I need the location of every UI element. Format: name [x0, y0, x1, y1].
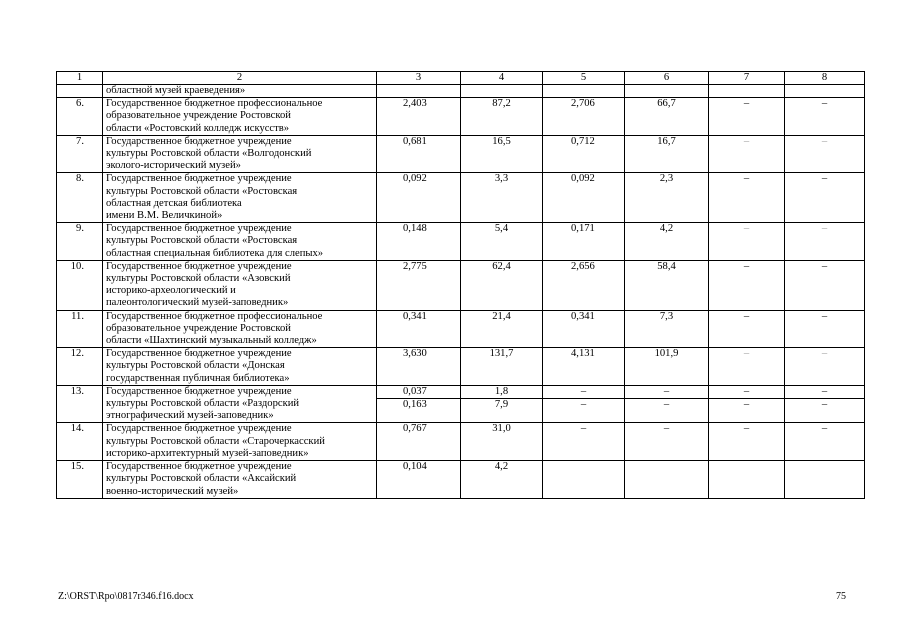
institution-name-line: культуры Ростовской области «Аксайский — [106, 473, 297, 485]
row-index: 9. — [57, 223, 103, 261]
institution-name-line: областная детская библиотека — [106, 197, 242, 209]
continuation-row — [57, 85, 865, 98]
table-row — [57, 223, 865, 261]
institution-name — [103, 260, 377, 310]
sub-value: 7,9 — [494, 399, 509, 411]
value-col5: 2,706 — [543, 98, 625, 136]
institution-name-line: Государственное бюджетное учреждение — [106, 461, 292, 473]
value-col7: – — [709, 135, 785, 173]
column-number: 5 — [543, 72, 625, 85]
value-c8 — [785, 385, 865, 423]
sub-value: – — [663, 399, 670, 411]
value-col5: 0,341 — [543, 310, 625, 348]
empty-cell — [625, 461, 709, 499]
value-col3: 0,341 — [377, 310, 461, 348]
institution-name-line: эколого-исторический музей» — [106, 160, 241, 172]
value-col8: – — [785, 173, 865, 223]
institution-name-line: областная специальная библиотека для слепых» — [106, 247, 324, 259]
value-col4: 87,2 — [461, 98, 543, 136]
table-row — [57, 98, 865, 136]
institution-name-line: Государственное бюджетное учреждение — [106, 385, 292, 397]
value-c4 — [461, 385, 543, 423]
value-col7: – — [709, 348, 785, 386]
value-col5: 2,656 — [543, 260, 625, 310]
institution-name-line: культуры Ростовской области «Донская — [106, 360, 285, 372]
value-col7: – — [709, 98, 785, 136]
value-col6: 58,4 — [625, 260, 709, 310]
row-index: 14. — [57, 423, 103, 461]
value-col3: 3,630 — [377, 348, 461, 386]
sub-value: 0,163 — [403, 399, 427, 411]
value-col4: 4,2 — [461, 461, 543, 499]
institution-name-line: Государственное бюджетное учреждение — [106, 348, 292, 360]
institution-name-line: области «Ростовский колледж искусств» — [106, 122, 290, 134]
value-col4: 62,4 — [461, 260, 543, 310]
institution-name — [103, 385, 377, 423]
institution-name-line: области «Шахтинский музыкальный колледж» — [106, 335, 317, 347]
row-index: 11. — [57, 310, 103, 348]
value-col6: 101,9 — [625, 348, 709, 386]
value-col5: – — [543, 423, 625, 461]
value-col8: – — [785, 223, 865, 261]
value-col4: 131,7 — [461, 348, 543, 386]
value-c7 — [709, 385, 785, 423]
page-number: 75 — [836, 591, 846, 602]
value-col3: 0,104 — [377, 461, 461, 499]
value-col3: 0,092 — [377, 173, 461, 223]
row-index: 10. — [57, 260, 103, 310]
value-c3 — [377, 385, 461, 423]
value-col7: – — [709, 173, 785, 223]
value-col8: – — [785, 423, 865, 461]
value-col7: – — [709, 310, 785, 348]
institution-name-line: Государственное бюджетное профессиональное — [106, 98, 323, 110]
table-body — [57, 72, 865, 499]
institution-name — [103, 135, 377, 173]
value-col5: 0,171 — [543, 223, 625, 261]
column-number-row — [57, 72, 865, 85]
table-row — [57, 461, 865, 499]
institution-name-line: образовательное учреждение Ростовской — [106, 110, 291, 122]
value-col7: – — [709, 423, 785, 461]
row-index: 6. — [57, 98, 103, 136]
sub-value: – — [580, 399, 587, 411]
institution-name-line: историко-архитектурный музей-заповедник» — [106, 447, 309, 459]
institution-name-line: культуры Ростовской области «Старочеркасский — [106, 435, 325, 447]
table-row — [57, 385, 865, 423]
institution-name-line: образовательное учреждение Ростовской — [106, 322, 291, 334]
institution-name-line: Государственное бюджетное учреждение — [106, 223, 292, 235]
sub-value: – — [625, 386, 708, 399]
value-col6: 66,7 — [625, 98, 709, 136]
value-col6: 16,7 — [625, 135, 709, 173]
value-col6: 7,3 — [625, 310, 709, 348]
sub-value: – — [543, 386, 624, 399]
budget-table — [56, 71, 865, 499]
value-col7: – — [709, 260, 785, 310]
institution-name: областной музей краеведения» — [103, 85, 377, 98]
value-col8: – — [785, 135, 865, 173]
sub-value: – — [709, 386, 784, 399]
institution-name-line: Государственное бюджетное профессиональное — [106, 310, 323, 322]
sub-value: 1,8 — [461, 386, 542, 399]
institution-name-line: государственная публичная библиотека» — [106, 372, 290, 384]
institution-name-line: культуры Ростовской области «Ростовская — [106, 235, 298, 247]
sub-value: – — [785, 386, 864, 399]
institution-name — [103, 461, 377, 499]
value-col4: 21,4 — [461, 310, 543, 348]
column-number: 1 — [57, 72, 103, 85]
value-c5 — [543, 385, 625, 423]
value-col5: 0,092 — [543, 173, 625, 223]
value-col5: 4,131 — [543, 348, 625, 386]
institution-name-line: палеонтологический музей-заповедник» — [106, 297, 289, 309]
institution-name — [103, 423, 377, 461]
value-col6: – — [625, 423, 709, 461]
sub-value: – — [743, 399, 750, 411]
column-number: 8 — [785, 72, 865, 85]
column-number: 2 — [103, 72, 377, 85]
value-col3: 0,148 — [377, 223, 461, 261]
value-col8: – — [785, 348, 865, 386]
empty-cell — [709, 461, 785, 499]
table-row — [57, 423, 865, 461]
institution-name-line: культуры Ростовской области «Раздорский — [106, 398, 300, 410]
empty-cell — [785, 461, 865, 499]
value-col3: 0,767 — [377, 423, 461, 461]
institution-name-line: культуры Ростовской области «Ростовская — [106, 185, 298, 197]
institution-name-line: военно-исторический музей» — [106, 485, 239, 497]
table-row — [57, 260, 865, 310]
file-path: Z:\ORST\Rpo\0817r346.f16.docx — [58, 591, 194, 602]
sub-value: 0,037 — [377, 386, 460, 399]
institution-name — [103, 223, 377, 261]
row-index — [57, 85, 103, 98]
value-col4: 5,4 — [461, 223, 543, 261]
institution-name-line: культуры Ростовской области «Волгодонский — [106, 148, 312, 160]
row-index: 7. — [57, 135, 103, 173]
table-row — [57, 173, 865, 223]
value-col4: 3,3 — [461, 173, 543, 223]
row-index: 12. — [57, 348, 103, 386]
empty-cell — [543, 461, 625, 499]
column-number: 7 — [709, 72, 785, 85]
table-row — [57, 348, 865, 386]
institution-name — [103, 348, 377, 386]
institution-name — [103, 310, 377, 348]
institution-name-line: Государственное бюджетное учреждение — [106, 135, 292, 147]
value-col4: 31,0 — [461, 423, 543, 461]
institution-name-line: Государственное бюджетное учреждение — [106, 423, 292, 435]
column-number: 6 — [625, 72, 709, 85]
column-number: 3 — [377, 72, 461, 85]
row-index: 15. — [57, 461, 103, 499]
institution-name-line: Государственное бюджетное учреждение — [106, 173, 292, 185]
value-col3: 0,681 — [377, 135, 461, 173]
table-row — [57, 310, 865, 348]
value-col8: – — [785, 310, 865, 348]
value-c6 — [625, 385, 709, 423]
value-col6: 2,3 — [625, 173, 709, 223]
value-col8: – — [785, 260, 865, 310]
value-col7: – — [709, 223, 785, 261]
value-col5: 0,712 — [543, 135, 625, 173]
institution-name-line: культуры Ростовской области «Азовский — [106, 273, 291, 285]
column-number: 4 — [461, 72, 543, 85]
value-col8: – — [785, 98, 865, 136]
value-col3: 2,403 — [377, 98, 461, 136]
sub-value: – — [821, 399, 828, 411]
institution-name-line: историко-археологический и — [106, 285, 236, 297]
institution-name — [103, 173, 377, 223]
institution-name — [103, 98, 377, 136]
table-row — [57, 135, 865, 173]
row-index: 8. — [57, 173, 103, 223]
institution-name-line: Государственное бюджетное учреждение — [106, 260, 292, 272]
institution-name-line: имени В.М. Величкиной» — [106, 210, 223, 222]
institution-name-line: этнографический музей-заповедник» — [106, 410, 274, 422]
value-col6: 4,2 — [625, 223, 709, 261]
row-index: 13. — [57, 385, 103, 423]
value-col4: 16,5 — [461, 135, 543, 173]
value-col3: 2,775 — [377, 260, 461, 310]
